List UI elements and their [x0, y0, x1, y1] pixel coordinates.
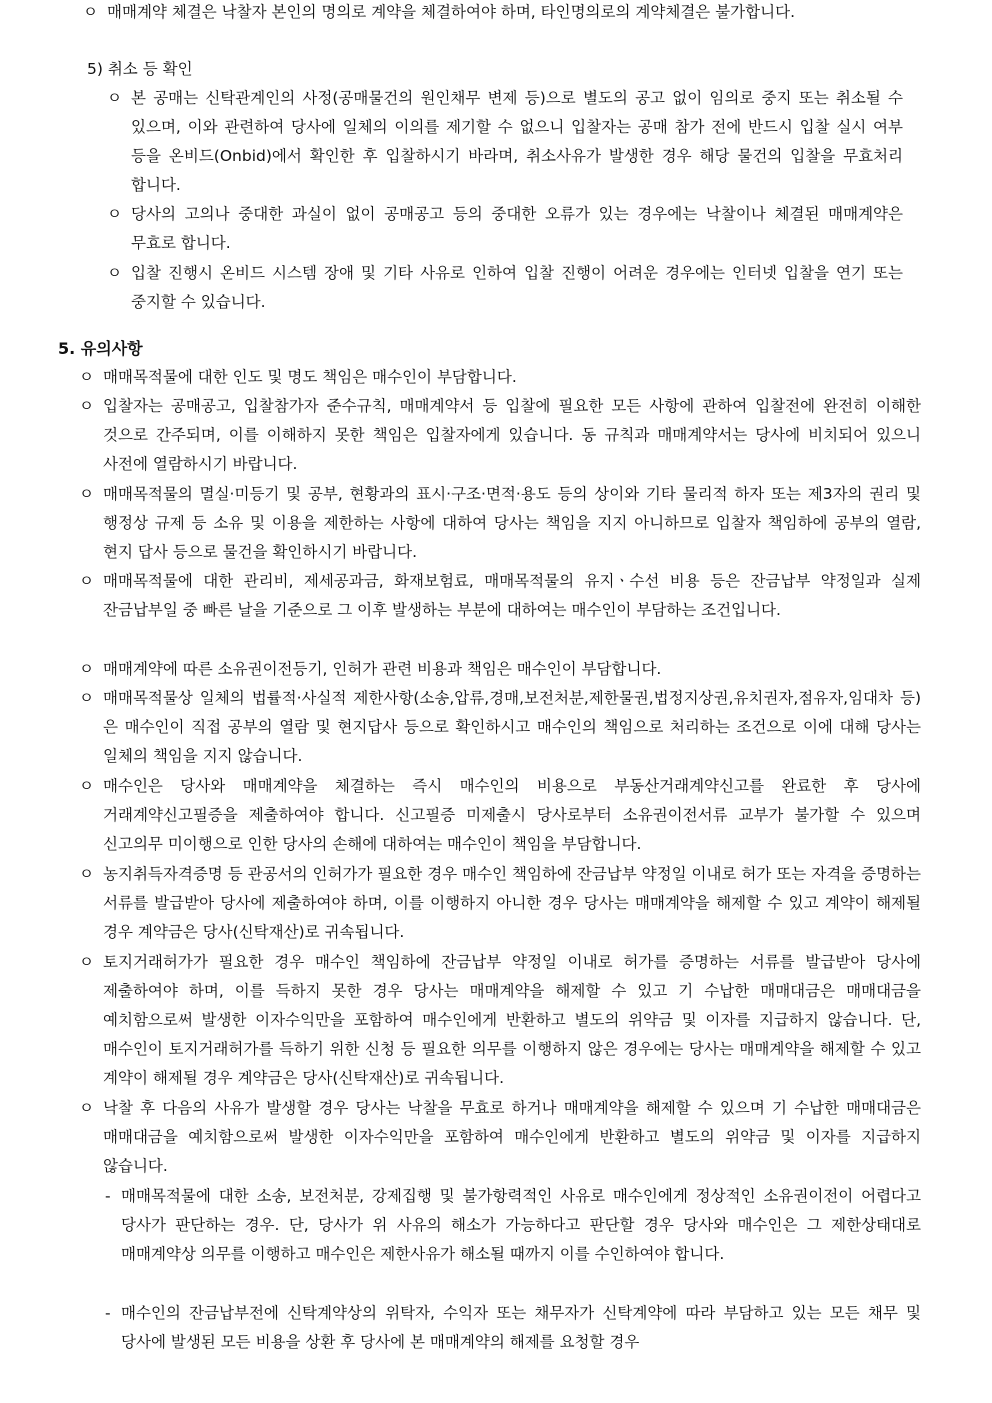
- bullet-marker: ㅇ: [79, 485, 94, 503]
- list-item-text: 매매계약 체결은 낙찰자 본인의 명의로 계약을 체결하여야 하며, 타인명의로의 계약체결은 불가합니다.: [107, 3, 795, 21]
- list-item: [107, 200, 903, 258]
- list-item-text: 낙찰 후 다음의 사유가 발생할 경우 당사는 낙찰을 무효로 하거나 매매계약을 해제할 수 있으며 기 수납한 매매대금은 매매대금을 예치함으로써 발생한 이자수익만을 포함하여 매수인에게 반환하고 별도의 위약금 및 이자를 지급하지 않습니다.: [103, 1099, 921, 1175]
- list-item: [79, 1094, 921, 1181]
- list-item: [79, 772, 921, 859]
- bullet-marker: ㅇ: [79, 953, 94, 971]
- section-title: [58, 334, 458, 363]
- list-item: [79, 948, 921, 1093]
- list-item-text: 매매목적물의 멸실·미등기 및 공부, 현황과의 표시·구조·면적·용도 등의 상이와 기타 물리적 하자 또는 제3자의 권리 및 행정상 규제 등 소유 및 이용을 제한하는 사항에 대하여 당사는 책임을 지지 아니하므로 입찰자 책임하에 공부의 열람, 현지 답사 등으로 물건을 확인하시기 바랍니다.: [103, 485, 921, 561]
- dash-item: [105, 1182, 921, 1269]
- bullet-marker: ㅇ: [79, 397, 94, 415]
- dash-marker: -: [105, 1187, 111, 1205]
- subsection-heading: [87, 55, 887, 84]
- list-item-text: 본 공매는 신탁관계인의 사정(공매물건의 원인채무 변제 등)으로 별도의 공고 없이 임의로 중지 또는 취소될 수 있으며, 이와 관련하여 당사에 일체의 이의를 제기할 수 없으니 입찰자는 공매 참가 전에 반드시 입찰 실시 여부 등을 온비드(Onbid)에서 확인한 후 입찰하시기 바라며, 취소사유가 발생한 경우 해당 물건의 입찰을 무효처리 합니다.: [131, 89, 903, 194]
- list-item-text: 매매목적물에 대한 관리비, 제세공과금, 화재보험료, 매매목적물의 유지ㆍ수선 비용 등은 잔금납부 약정일과 실제 잔금납부일 중 빠른 날을 기준으로 그 이후 발생하는 부분에 대하여는 매수인이 부담하는 조건입니다.: [103, 572, 921, 619]
- list-item: [79, 480, 921, 567]
- dash-item-text: 매매목적물에 대한 소송, 보전처분, 강제집행 및 불가항력적인 사유로 매수인에게 정상적인 소유권이전이 어렵다고 당사가 판단하는 경우. 단, 당사가 위 사유의 해소가 가능하다고 판단할 경우 당사와 매수인은 그 제한상태대로 매매계약상 의무를 이행하고 매수인은 제한사유가 해소될 때까지 이를 수인하여야 합니다.: [121, 1187, 921, 1263]
- list-item: [79, 363, 921, 392]
- list-item: [79, 392, 921, 479]
- list-item-text: 매수인은 당사와 매매계약을 체결하는 즉시 매수인의 비용으로 부동산거래계약신고를 완료한 후 당사에 거래계약신고필증을 제출하여야 합니다. 신고필증 미제출시 당사로부터 소유권이전서류 교부가 불가할 수 있으며 신고의무 미이행으로 인한 당사의 손해에 대하여는 매수인이 책임을 부담합니다.: [103, 777, 921, 853]
- list-item-text: 토지거래허가가 필요한 경우 매수인 책임하에 잔금납부 약정일 이내로 허가를 증명하는 서류를 발급받아 당사에 제출하여야 하며, 이를 득하지 못한 경우 당사는 매매계약을 해제할 수 있고 기 수납한 매매대금은 매매대금을 예치함으로써 발생한 이자수익만을 포함하여 매수인에게 반환하고 별도의 위약금 및 이자를 지급하지 않습니다. 단, 매수인이 토지거래허가를 득하기 위한 신청 등 필요한 의무를 이행하지 않은 경우에는 당사는 매매계약을 해제할 수 있고 계약이 해제될 경우 계약금은 당사(신탁재산)로 귀속됩니다.: [103, 953, 921, 1087]
- section-title-text: 5. 유의사항: [58, 339, 143, 358]
- subsection-heading-text: 5) 취소 등 확인: [87, 60, 193, 78]
- dash-item: [105, 1299, 921, 1357]
- bullet-marker: ㅇ: [79, 865, 94, 883]
- list-item-text: 매매목적물상 일체의 법률적·사실적 제한사항(소송,압류,경매,보전처분,제한물권,법정지상권,유치권자,점유자,임대차 등)은 매수인이 직접 공부의 열람 및 현지답사 등으로 확인하시고 매수인의 책임으로 처리하는 조건으로 이에 대해 당사는 일체의 책임을 지지 않습니다.: [103, 689, 921, 765]
- bullet-marker: ㅇ: [79, 777, 94, 795]
- list-item-text: 입찰 진행시 온비드 시스템 장애 및 기타 사유로 인하여 입찰 진행이 어려운 경우에는 인터넷 입찰을 연기 또는 중지할 수 있습니다.: [131, 264, 903, 311]
- bullet-marker: ㅇ: [107, 89, 122, 107]
- list-item-text: 입찰자는 공매공고, 입찰참가자 준수규칙, 매매계약서 등 입찰에 필요한 모든 사항에 관하여 입찰전에 완전히 이해한 것으로 간주되며, 이를 이해하지 못한 책임은 입찰자에게 있습니다. 동 규칙과 매매계약서는 당사에 비치되어 있으니 사전에 열람하시기 바랍니다.: [103, 397, 921, 473]
- bullet-marker: ㅇ: [79, 1099, 94, 1117]
- dash-marker: -: [105, 1304, 111, 1322]
- bullet-marker: ㅇ: [107, 205, 122, 223]
- list-item: [79, 684, 921, 771]
- bullet-marker: ㅇ: [79, 572, 94, 590]
- list-item: [79, 860, 921, 947]
- list-item: [107, 84, 903, 200]
- bullet-marker: ㅇ: [79, 689, 94, 707]
- list-item-text: 당사의 고의나 중대한 과실이 없이 공매공고 등의 중대한 오류가 있는 경우에는 낙찰이나 체결된 매매계약은 무효로 합니다.: [131, 205, 903, 252]
- list-item: [107, 259, 903, 317]
- list-item-text: 매매목적물에 대한 인도 및 명도 책임은 매수인이 부담합니다.: [103, 368, 517, 386]
- list-item-text: 농지취득자격증명 등 관공서의 인허가가 필요한 경우 매수인 책임하에 잔금납부 약정일 이내로 허가 또는 자격을 증명하는 서류를 발급받아 당사에 제출하여야 하며, 이를 이행하지 아니한 경우 당사는 매매계약을 해제할 수 있고 계약이 해제될 경우 계약금은 당사(신탁재산)로 귀속됩니다.: [103, 865, 921, 941]
- bullet-marker: ㅇ: [83, 3, 98, 21]
- list-item: [83, 0, 903, 27]
- bullet-marker: ㅇ: [107, 264, 122, 282]
- bullet-marker: ㅇ: [79, 660, 94, 678]
- list-item: [79, 655, 921, 684]
- bullet-marker: ㅇ: [79, 368, 94, 386]
- list-item: [79, 567, 921, 625]
- dash-item-text: 매수인의 잔금납부전에 신탁계약상의 위탁자, 수익자 또는 채무자가 신탁계약에 따라 부담하고 있는 모든 채무 및 당사에 발생된 모든 비용을 상환 후 당사에 본 매매계약의 해제를 요청할 경우: [121, 1304, 921, 1351]
- list-item-text: 매매계약에 따른 소유권이전등기, 인허가 관련 비용과 책임은 매수인이 부담합니다.: [103, 660, 662, 678]
